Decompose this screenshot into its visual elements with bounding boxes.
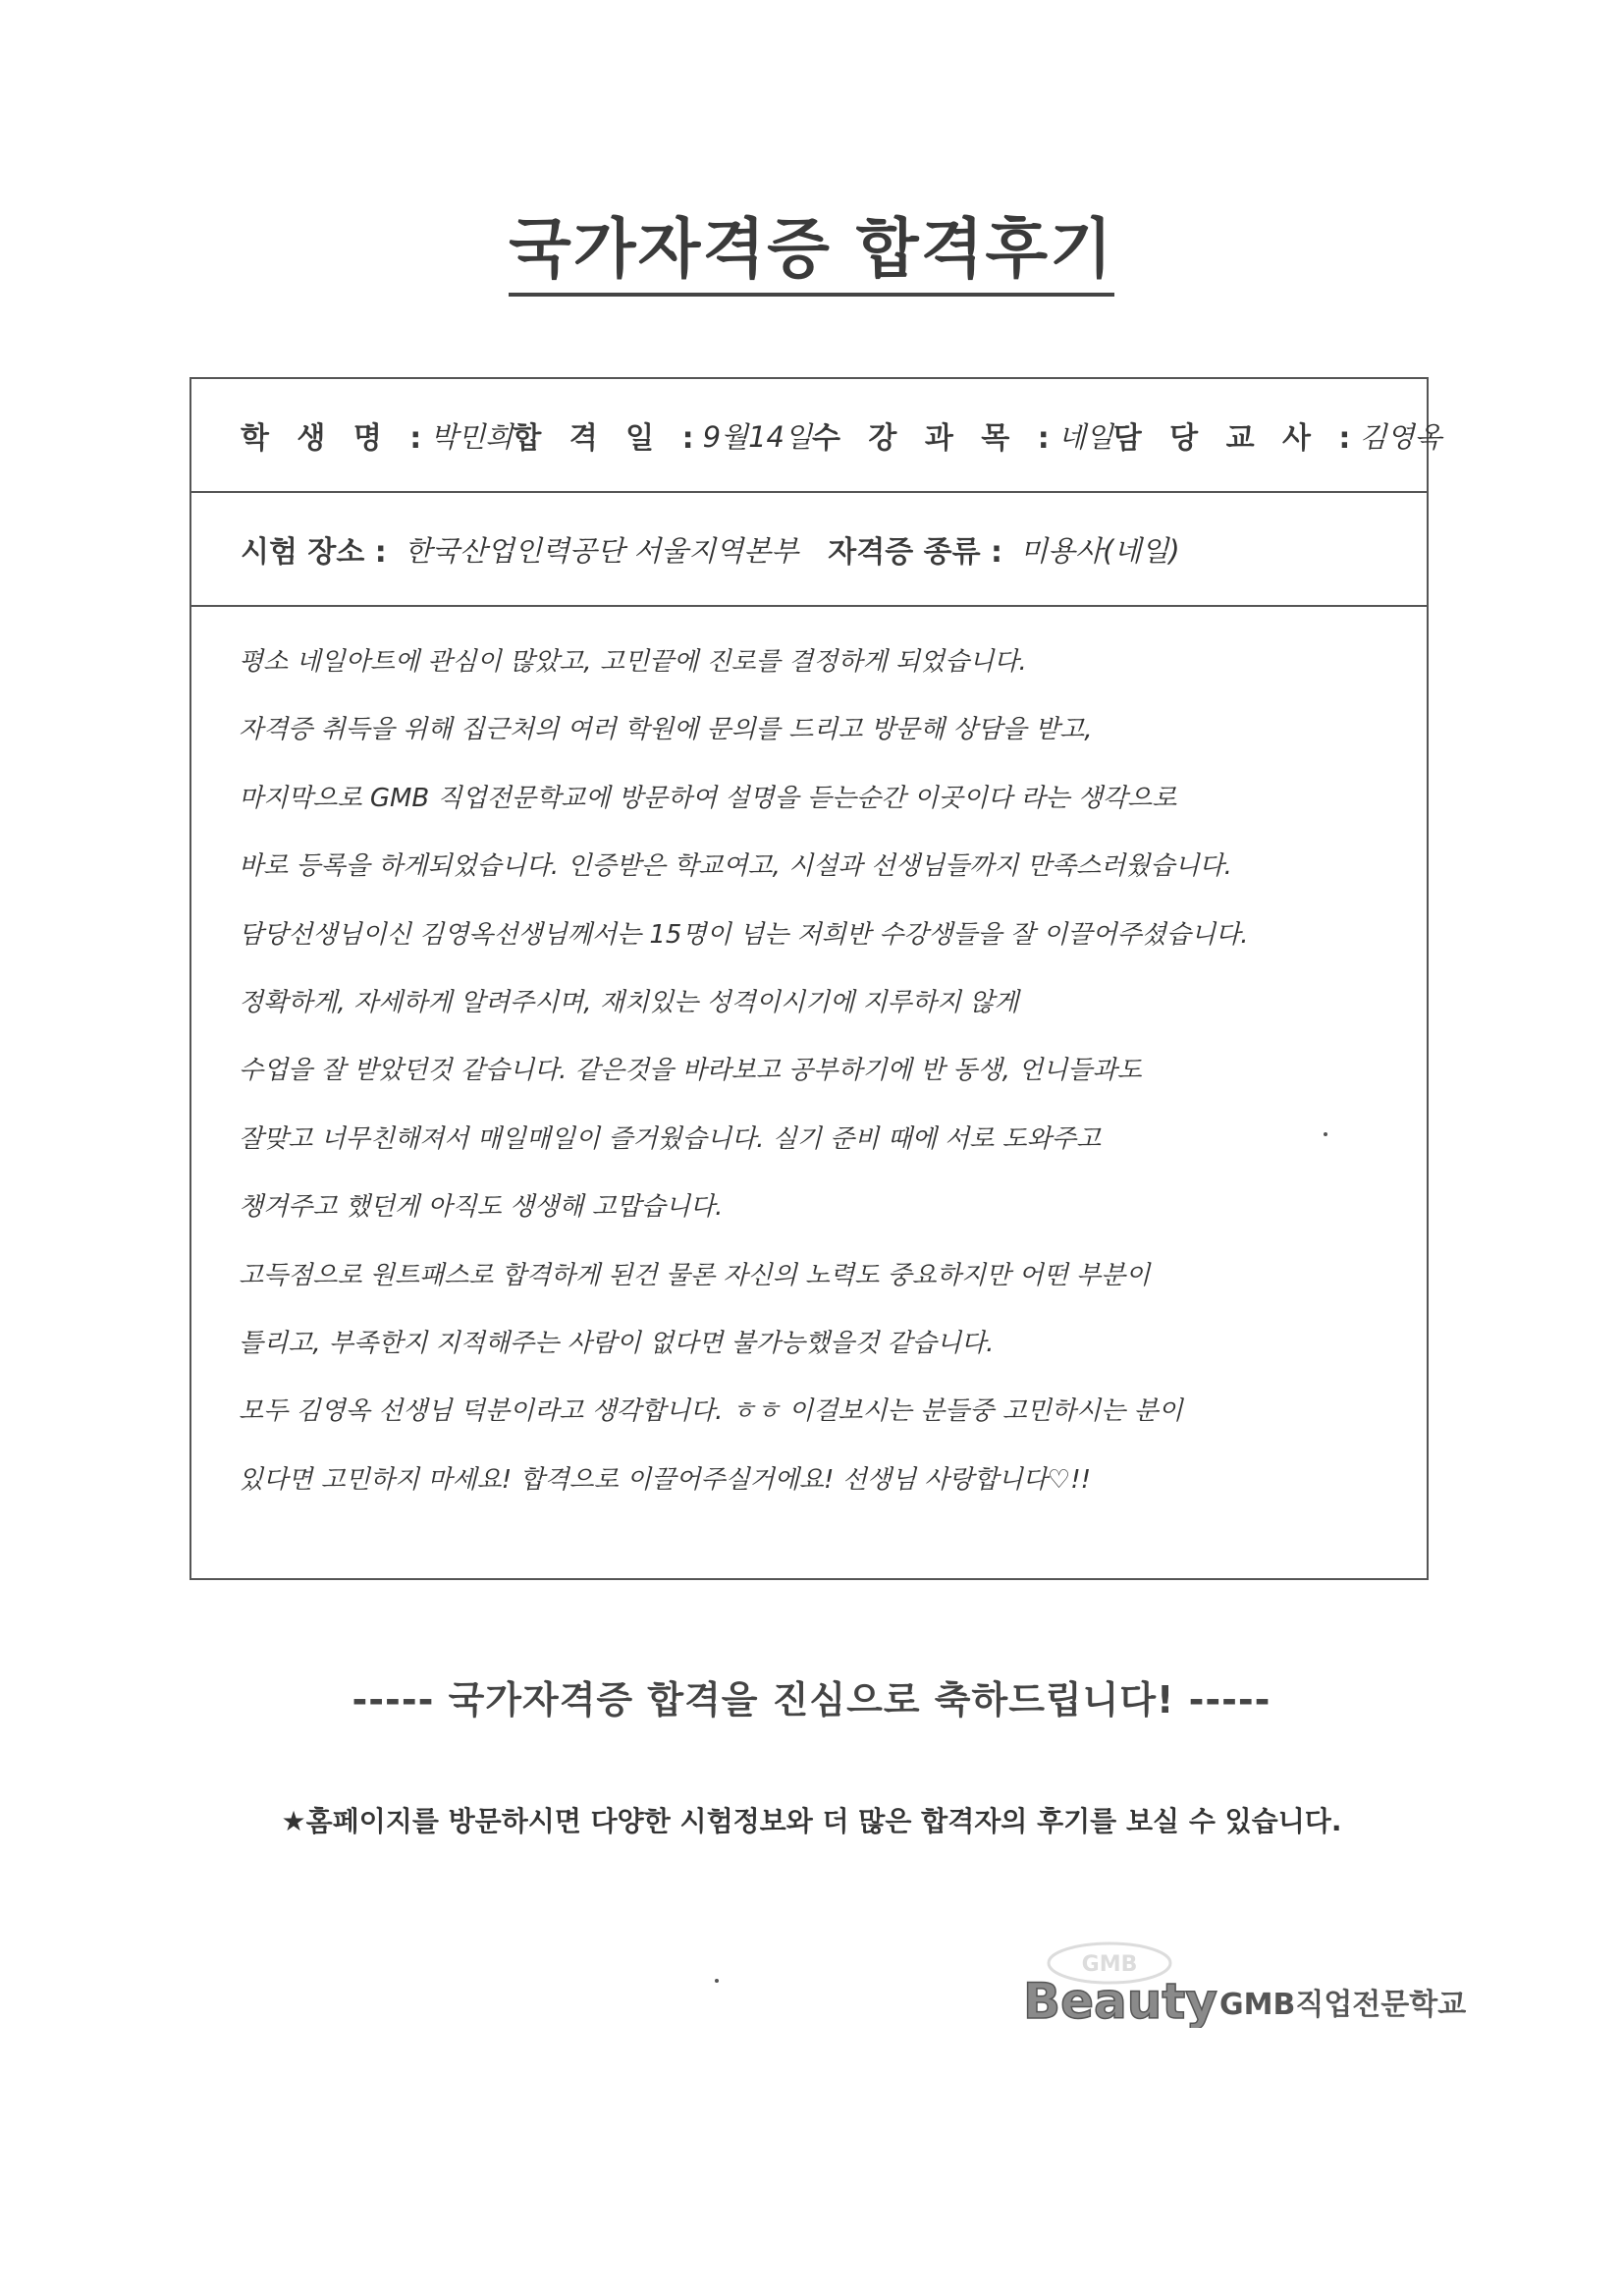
pass-date-value: 9월14일 xyxy=(702,419,812,454)
venue-value: 한국산업인력공단 서울지역본부 xyxy=(404,533,799,568)
scan-speck xyxy=(1324,1132,1327,1136)
logo-watermark-text: GMB xyxy=(1081,1952,1138,1977)
review-line: 고득점으로 원트패스로 합격하게 된건 물론 자신의 노력도 중요하지만 어떤 부분이 xyxy=(239,1260,1151,1290)
review-line: 있다면 고민하지 마세요! 합격으로 이끌어주실거에요! 선생님 사랑합니다♡!! xyxy=(239,1464,1092,1495)
review-line: 평소 네일아트에 관심이 많았고, 고민끝에 진로를 결정하게 되었습니다. xyxy=(239,647,1027,677)
course-value: 네일 xyxy=(1057,419,1113,454)
review-text xyxy=(239,644,1397,1530)
cert-type-label: 자격증 종류 : xyxy=(828,535,1003,570)
course-label: 수 강 과 목 : xyxy=(812,421,1058,456)
teacher-value: 김영옥 xyxy=(1359,419,1442,454)
review-line: 챙겨주고 했던게 아직도 생생해 고맙습니다. xyxy=(239,1192,724,1223)
review-line: 자격증 취득을 위해 집근처의 여러 학원에 문의를 드리고 방문해 상담을 받고, xyxy=(239,715,1093,745)
congratulations-banner: ----- 국가자격증 합격을 진심으로 축하드립니다! ----- xyxy=(352,1678,1271,1722)
scan-speck xyxy=(715,1979,719,1983)
homepage-notice: ★홈페이지를 방문하시면 다양한 시험정보와 더 많은 합격자의 후기를 보실 수 있습니다. xyxy=(281,1805,1342,1837)
logo-brand-word: Beauty xyxy=(1023,1973,1217,2028)
page-title xyxy=(0,196,1623,290)
review-line: 수업을 잘 받았던것 같습니다. 같은것을 바라보고 공부하기에 반 동생, 언니들과도 xyxy=(239,1056,1142,1086)
review-line: 틀리고, 부족한지 지적해주는 사람이 없다면 불가능했을것 같습니다. xyxy=(239,1328,995,1358)
review-line: 잘맞고 너무친해져서 매일매일이 즐거웠습니다. 실기 준비 때에 서로 도와주고 xyxy=(239,1123,1102,1154)
school-logo xyxy=(1021,1940,1492,2028)
review-line: 바로 등록을 하게되었습니다. 인증받은 학교여고, 시설과 선생님들까지 만족스러웠습니다. xyxy=(239,851,1232,882)
page-title-text: 국가자격증 합격후기 xyxy=(509,211,1114,297)
venue-label: 시험 장소 : xyxy=(241,535,387,570)
review-line: 모두 김영옥 선생님 덕분이라고 생각합니다. ㅎㅎ 이걸보시는 분들중 고민하시는 분이 xyxy=(239,1396,1183,1427)
info-row-exam xyxy=(191,493,1427,607)
review-line: 마지막으로 GMB 직업전문학교에 방문하여 설명을 듣는순간 이곳이다 라는 생각으로 xyxy=(239,783,1177,813)
info-row-student xyxy=(191,379,1442,493)
review-form xyxy=(189,377,1442,1580)
cert-type-value: 미용사(네일) xyxy=(1020,533,1180,568)
student-name-value: 박민희 xyxy=(430,419,514,454)
school-logo-graphic xyxy=(1021,1940,1492,2028)
pass-date-label: 합 격 일 : xyxy=(513,421,703,456)
review-line: 정확하게, 자세하게 알려주시며, 재치있는 성격이시기에 지루하지 않게 xyxy=(239,987,1019,1017)
teacher-label: 담 당 교 사 : xyxy=(1112,421,1360,456)
student-name-label: 학 생 명 : xyxy=(241,421,431,456)
logo-school-name: GMB직업전문학교 xyxy=(1219,1988,1467,2022)
review-line: 담당선생님이신 김영옥선생님께서는 15명이 넘는 저희반 수강생들을 잘 이끌어주셨습니다. xyxy=(239,919,1249,950)
